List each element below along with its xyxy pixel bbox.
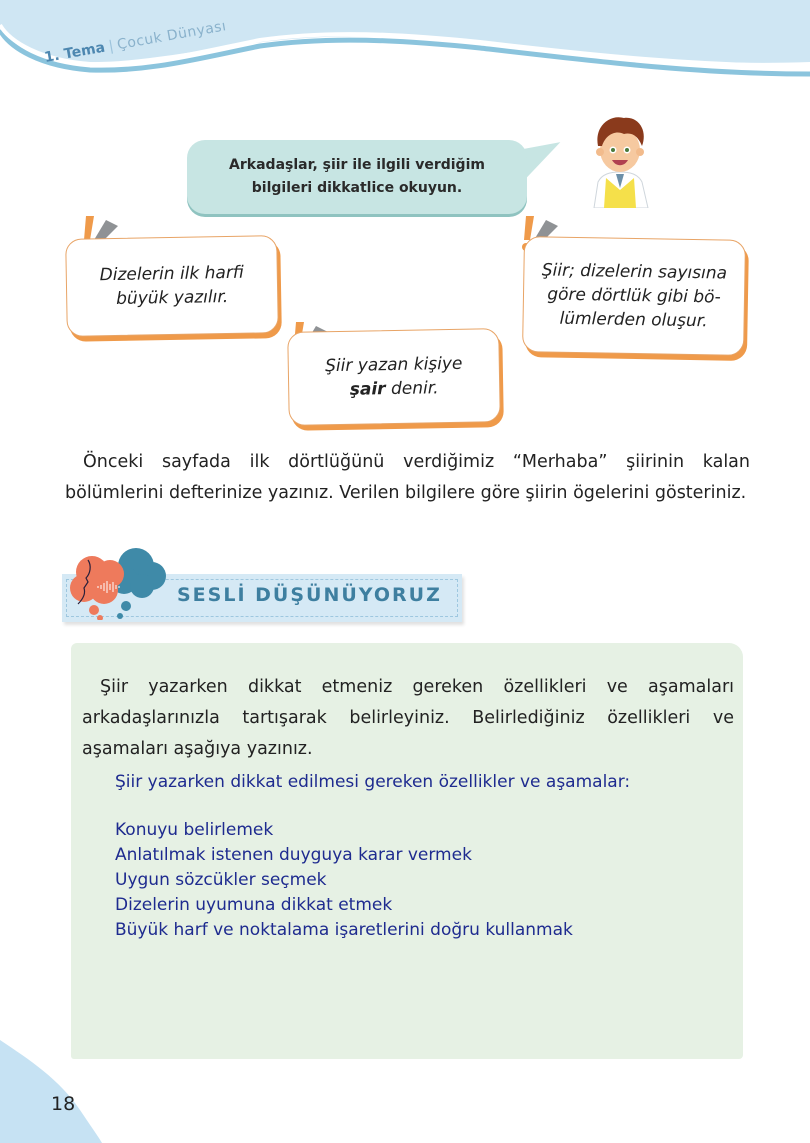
- info-note-capital-letters: [65, 235, 279, 337]
- info-note-stanzas: [522, 236, 746, 356]
- page-number: 18: [51, 1093, 76, 1115]
- section-title: SESLİ DÜŞÜNÜYORUZ: [177, 584, 442, 606]
- header-wave-decoration: [0, 0, 810, 110]
- answer-title[interactable]: Şiir yazarken dikkat edilmesi gereken özellikler ve aşamalar:: [115, 772, 631, 792]
- speech-line-2: bilgileri dikkatlice okuyun.: [251, 180, 463, 196]
- note-2-line-3: lümlerden oluşur.: [559, 308, 708, 332]
- answer-item[interactable]: Dizelerin uyumuna dikkat etmek: [115, 895, 393, 915]
- instruction-paragraph: Önceki sayfada ilk dörtlüğünü verdiğimiz “Merhaba” şiirinin kalan bölümlerini defterinize yazınız. Verilen bilgilere göre şiirin ögelerini gösteriniz.: [65, 452, 750, 503]
- theme-number: 1. Tema: [43, 39, 107, 66]
- note-3-line-1: Şiir yazan kişiye: [324, 353, 463, 377]
- thinking-clouds-icon: [66, 544, 170, 620]
- activity-prompt: Şiir yazarken dikkat etmeniz gereken özellikleri ve aşamaları arkadaşlarınızla tartışarak belirleyiniz. Belirlediğiniz özellikleri ve aşamaları aşağıya yazınız.: [82, 677, 734, 759]
- boy-character-icon: [588, 112, 652, 208]
- note-3-bold-word: şair: [349, 379, 386, 400]
- answer-item[interactable]: Uygun sözcükler seçmek: [115, 870, 327, 890]
- note-1-line-1: Dizelerin ilk harfi: [99, 262, 245, 286]
- speech-bubble: [187, 140, 527, 214]
- note-1-line-2: büyük yazılır.: [115, 287, 229, 309]
- note-2-line-1: Şiir; dizelerin sayısına: [541, 260, 728, 284]
- answer-item[interactable]: Konuyu belirlemek: [115, 820, 274, 840]
- theme-name: Çocuk Dünyası: [115, 18, 228, 54]
- theme-separator: |: [107, 38, 115, 55]
- note-2-line-2: göre dörtlük gibi bö-: [547, 284, 721, 308]
- info-note-poet: [287, 328, 501, 426]
- answer-item[interactable]: Anlatılmak istenen duyguya karar vermek: [115, 845, 472, 865]
- answer-list[interactable]: [115, 818, 573, 943]
- corner-decoration: [0, 1040, 120, 1143]
- note-3-rest: denir.: [385, 378, 439, 400]
- answer-item[interactable]: Büyük harf ve noktalama işaretlerini doğru kullanmak: [115, 920, 573, 940]
- speech-line-1: Arkadaşlar, şiir ile ilgili verdiğim: [229, 157, 485, 173]
